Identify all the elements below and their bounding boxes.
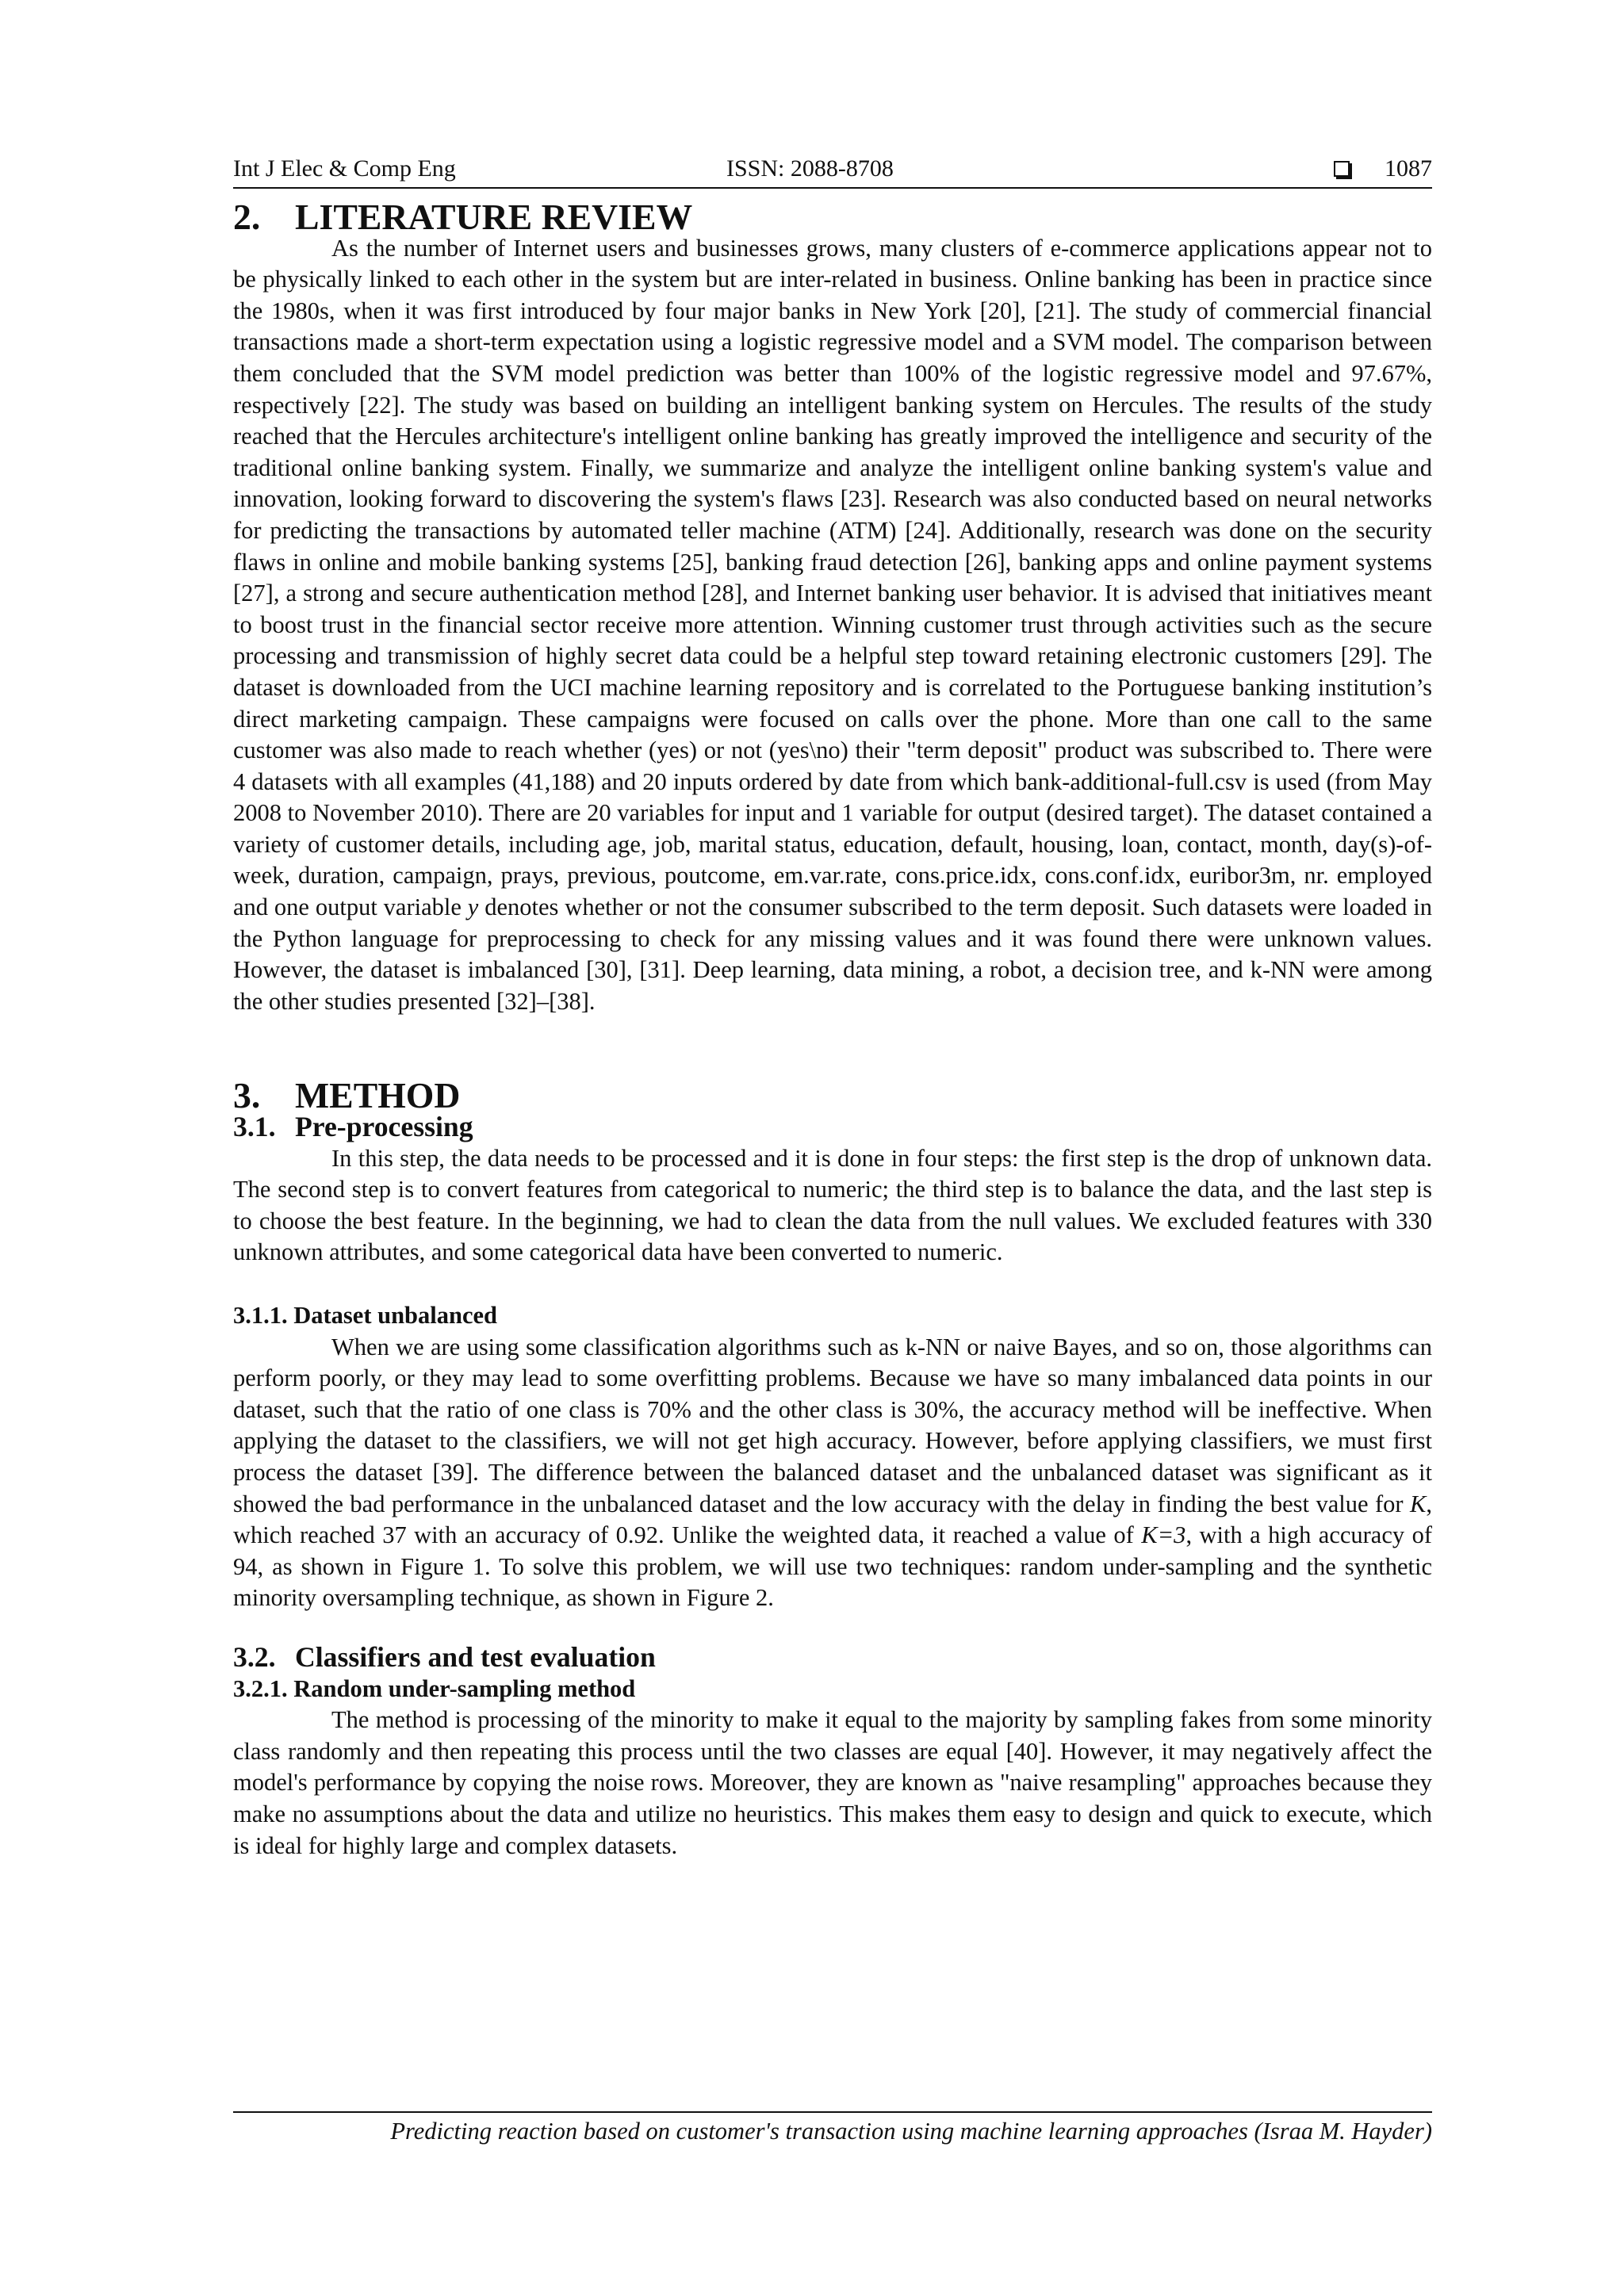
unbalanced-paragraph: When we are using some classification algorithms such as k-NN or naive Bayes, and so on, those algorithms can perform poorly, or they may lead to some overfitting problems. Because we have so many imbalanced data points in our dataset, such that the ratio of one class is 70% and the other class is 30%, the accuracy method will be ineffective. When applying the dataset to the classifiers, we will not get high accuracy. However, before applying classifiers, we must first process the dataset [39]. The difference between the balanced dataset and the unbalanced dataset was significant as it showed the bad performance in the unbalanced dataset and the low accuracy with the delay in finding the best value for K, which reached 37 with an accuracy of 0.92. Unlike the weighted data, it reached a value of K=3, with a high accuracy of 94, as shown in Figure 1. To solve this problem, we will use two techniques: random under-sampling and the synthetic minority oversampling technique, as shown in Figure 2. (233, 1333, 1432, 1612)
running-footer: Predicting reaction based on customer's transaction using machine learning approaches (Israa M. Hayder) (233, 2111, 1432, 2148)
undersampling-paragraph: The method is processing of the minority to make it equal to the majority by sampling fakes from some minority class randomly and then repeating this process until the two classes are equal [40]. However, it may negatively affect the model's performance by copying the noise rows. Moreover, they are known as "naive resampling" approaches because they make no assumptions about the data and utilize no heuristics. This makes them easy to design and quick to execute, which is ideal for highly large and complex datasets. (233, 1706, 1432, 1859)
literature-paragraph: As the number of Internet users and businesses grows, many clusters of e-commerce applications appear not to be physically linked to each other in the system but are inter-related in business. Online banking has been in practice since the 1980s, when it was first introduced by four major banks in New York [20], [21]. The study of commercial financial transactions made a short-term expectation using a logistic regressive model and a SVM model. The comparison between them concluded that the SVM model prediction was better than 100% of the logistic regressive model and 97.67%, respectively [22]. The study was based on building an intelligent banking system on Hercules. The results of the study reached that the Hercules architecture's intelligent online banking has greatly improved the intelligence and security of the traditional online banking system. Finally, we summarize and analyze the intelligent online banking system's value and innovation, looking forward to discovering the system's flaws [23]. Research was also conducted based on neural networks for predicting the transactions by automated teller machine (ATM) [24]. Additionally, research was done on the security flaws in online and mobile banking systems [25], banking fraud detection [26], banking apps and online payment systems [27], a strong and secure authentication method [28], and Internet banking user behavior. It is advised that initiatives meant to boost trust in the financial sector receive more attention. Winning customer trust through activities such as the secure processing and transmission of highly secret data could be a helpful step toward retaining electronic customers [29]. The dataset is downloaded from the UCI machine learning repository and is correlated to the Portuguese banking institution’s direct marketing campaign. These campaigns were focused on calls over the phone. More than one call to the same customer was also made to reach whether (yes) or not (yes\no) their "term deposit" product was subscribed to. There were 4 datasets with all examples (41,188) and 20 inputs ordered by date from which bank-additional-full.csv is used (from May 2008 to November 2010). There are 20 variables for input and 1 variable for output (desired target). The dataset contained a variety of customer details, including age, job, marital status, education, default, housing, loan, contact, month, day(s)-of-week, duration, campaign, prays, previous, poutcome, em.var.rate, cons.price.idx, cons.conf.idx, euribor3m, nr. employed and one output variable y denotes whether or not the consumer subscribed to the term deposit. Such datasets were loaded in the Python language for preprocessing to check for any missing values and it was found there were unknown values. However, the dataset is imbalanced [30], [31]. Deep learning, data mining, a robot, a decision tree, and k-NN were among the other studies presented [32]‒[38]. (233, 234, 1433, 1015)
variable-y: y (467, 894, 479, 921)
section-heading-method: 3. METHOD (233, 1075, 461, 1116)
subsection-heading-preprocessing: 3.1. Pre-processing (233, 1111, 473, 1143)
variable-k: K (1410, 1490, 1427, 1517)
subsubsection-heading-undersampling: 3.2.1. Random under-sampling method (233, 1674, 636, 1702)
paper-page (233, 151, 1432, 1862)
subsection-heading-classifiers: 3.2. Classifiers and test evaluation (233, 1640, 656, 1673)
page-body (233, 197, 1433, 1862)
preprocessing-paragraph: In this step, the data needs to be processed and it is done in four steps: the first step is the drop of unknown data. The second step is to convert features from categorical to numeric; the third step is to balance the data, and the last step is to choose the best feature. In the beginning, we had to clean the data from the null values. We excluded features with 330 unknown attributes, and some categorical data have been converted to numeric. (233, 1144, 1432, 1266)
running-header (233, 151, 1432, 189)
checkbox-square-icon (1334, 161, 1350, 177)
issn: ISSN: 2088-8708 (726, 155, 894, 182)
page-number: 1087 (1385, 155, 1432, 182)
k-equals-3: K=3 (1141, 1521, 1186, 1549)
subsubsection-heading-unbalanced: 3.1.1. Dataset unbalanced (233, 1302, 497, 1329)
section-heading-literature: 2. LITERATURE REVIEW (233, 197, 693, 237)
journal-name: Int J Elec & Comp Eng (233, 155, 456, 182)
